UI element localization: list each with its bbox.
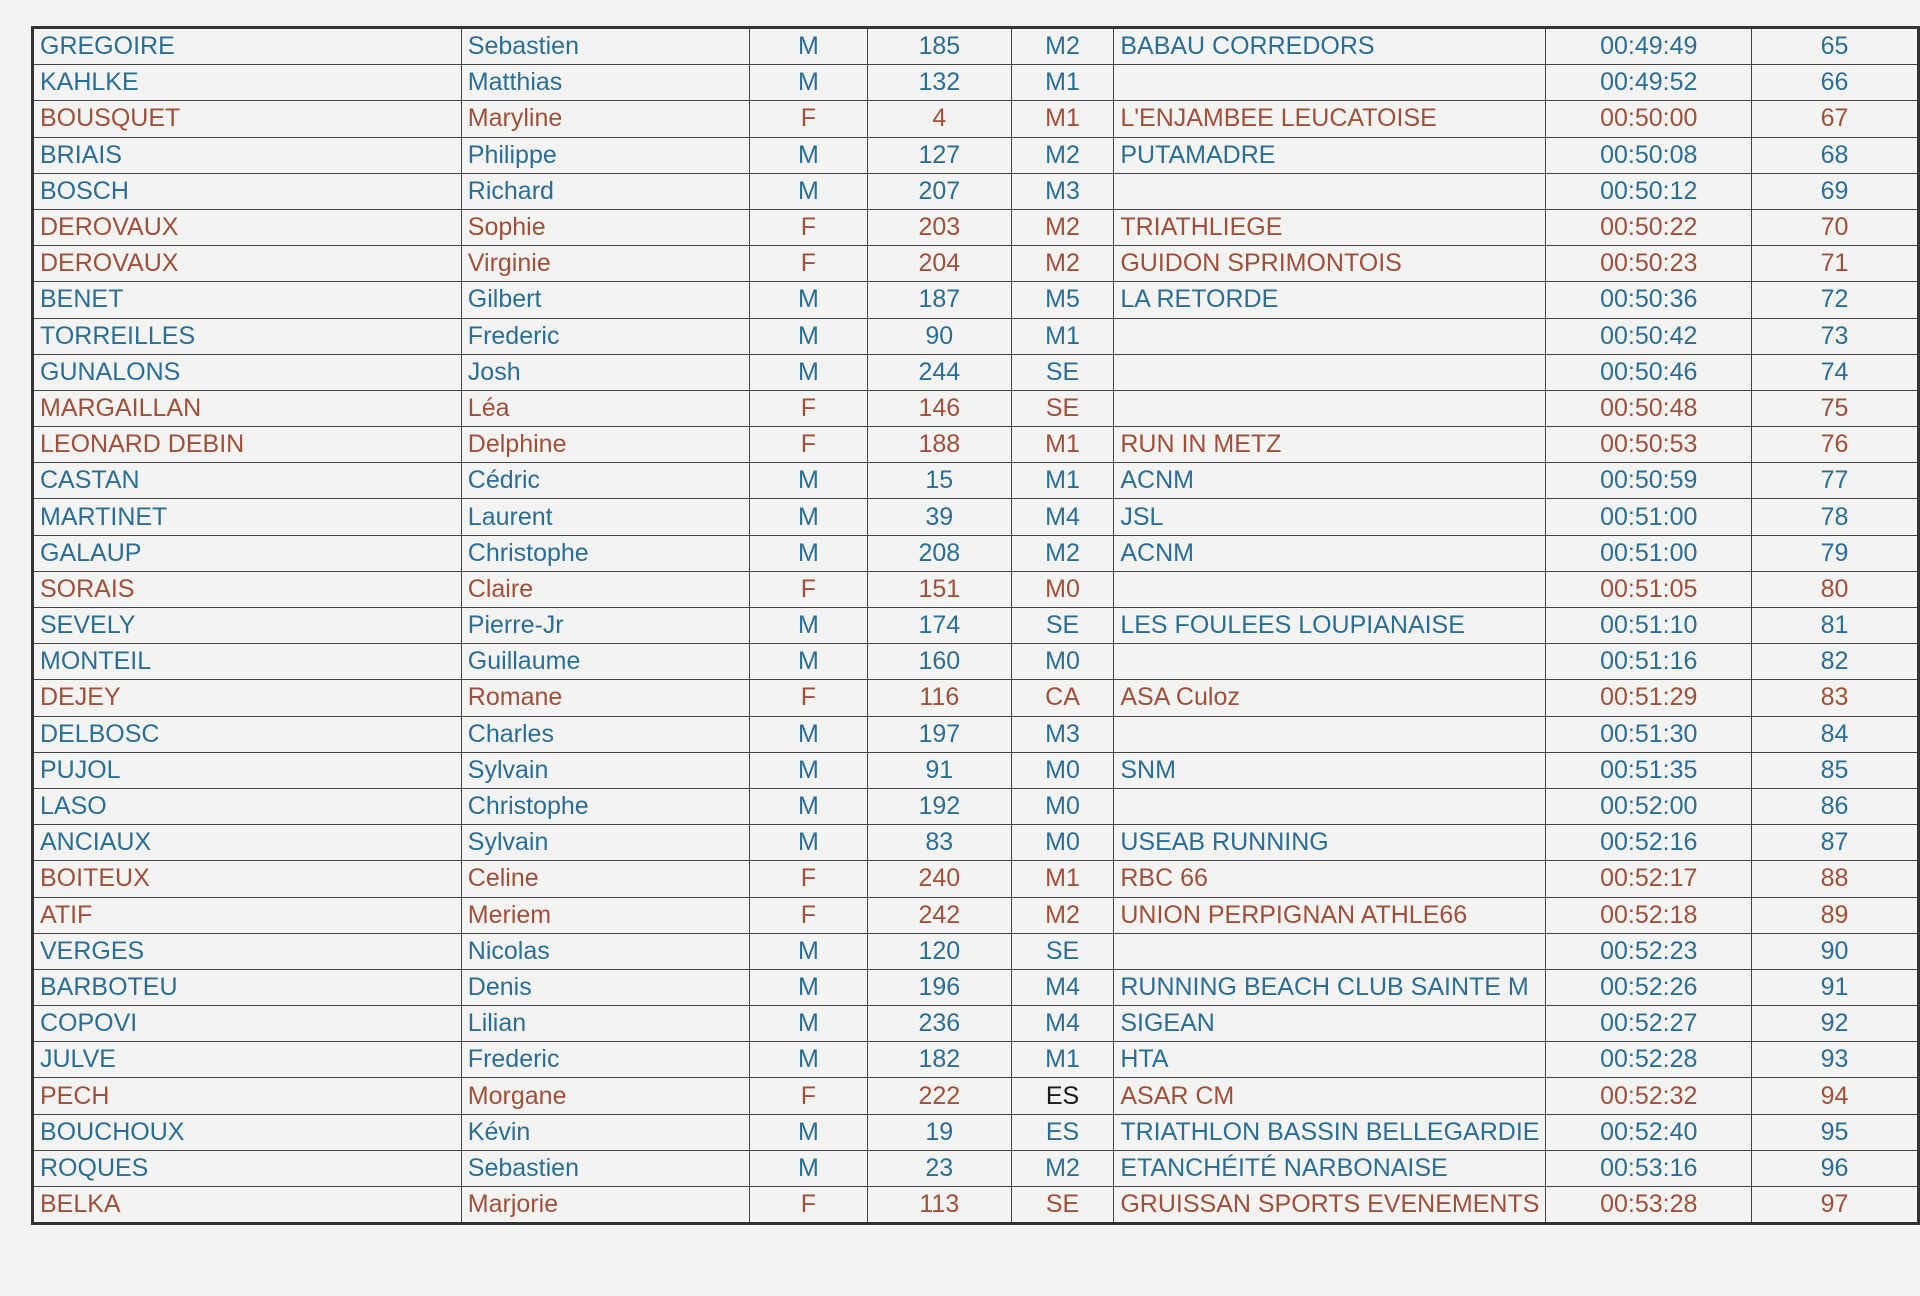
sex-cell: M — [749, 1042, 867, 1078]
category-cell: M4 — [1011, 1006, 1114, 1042]
category-cell: M0 — [1011, 825, 1114, 861]
finish-time-cell: 00:51:30 — [1546, 716, 1752, 752]
table-row — [33, 825, 1919, 861]
rank-cell: 89 — [1752, 897, 1919, 933]
last-name-cell: BELKA — [33, 1187, 462, 1224]
last-name-cell: SEVELY — [33, 608, 462, 644]
first-name-cell: Léa — [461, 390, 749, 426]
rank-cell: 73 — [1752, 318, 1919, 354]
bib-number-cell: 146 — [867, 390, 1011, 426]
category-cell: M5 — [1011, 282, 1114, 318]
sex-cell: M — [749, 788, 867, 824]
last-name-cell: BARBOTEU — [33, 969, 462, 1005]
rank-cell: 91 — [1752, 969, 1919, 1005]
category-cell: M1 — [1011, 318, 1114, 354]
bib-number-cell: 207 — [867, 173, 1011, 209]
rank-cell: 69 — [1752, 173, 1919, 209]
finish-time-cell: 00:52:17 — [1546, 861, 1752, 897]
sex-cell: M — [749, 282, 867, 318]
table-row — [33, 209, 1919, 245]
first-name-cell: Josh — [461, 354, 749, 390]
club-cell — [1114, 173, 1546, 209]
bib-number-cell: 127 — [867, 137, 1011, 173]
sex-cell: M — [749, 318, 867, 354]
category-cell: ES — [1011, 1078, 1114, 1114]
last-name-cell: MARTINET — [33, 499, 462, 535]
club-cell: SIGEAN — [1114, 1006, 1546, 1042]
bib-number-cell: 196 — [867, 969, 1011, 1005]
category-cell: M1 — [1011, 427, 1114, 463]
bib-number-cell: 160 — [867, 644, 1011, 680]
finish-time-cell: 00:50:22 — [1546, 209, 1752, 245]
bib-number-cell: 244 — [867, 354, 1011, 390]
table-row — [33, 173, 1919, 209]
bib-number-cell: 116 — [867, 680, 1011, 716]
finish-time-cell: 00:50:00 — [1546, 101, 1752, 137]
finish-time-cell: 00:52:23 — [1546, 933, 1752, 969]
last-name-cell: CASTAN — [33, 463, 462, 499]
first-name-cell: Delphine — [461, 427, 749, 463]
last-name-cell: BENET — [33, 282, 462, 318]
last-name-cell: VERGES — [33, 933, 462, 969]
finish-time-cell: 00:51:05 — [1546, 571, 1752, 607]
club-cell: ACNM — [1114, 535, 1546, 571]
finish-time-cell: 00:50:08 — [1546, 137, 1752, 173]
category-cell: SE — [1011, 1187, 1114, 1224]
first-name-cell: Sophie — [461, 209, 749, 245]
last-name-cell: ROQUES — [33, 1150, 462, 1186]
last-name-cell: PECH — [33, 1078, 462, 1114]
club-cell — [1114, 318, 1546, 354]
club-cell: TRIATHLIEGE — [1114, 209, 1546, 245]
finish-time-cell: 00:53:16 — [1546, 1150, 1752, 1186]
first-name-cell: Christophe — [461, 535, 749, 571]
table-row — [33, 427, 1919, 463]
sex-cell: F — [749, 209, 867, 245]
table-row — [33, 28, 1919, 65]
sex-cell: F — [749, 571, 867, 607]
rank-cell: 96 — [1752, 1150, 1919, 1186]
rank-cell: 75 — [1752, 390, 1919, 426]
table-row — [33, 716, 1919, 752]
club-cell: JSL — [1114, 499, 1546, 535]
rank-cell: 68 — [1752, 137, 1919, 173]
last-name-cell: MARGAILLAN — [33, 390, 462, 426]
category-cell: M4 — [1011, 499, 1114, 535]
rank-cell: 87 — [1752, 825, 1919, 861]
rank-cell: 83 — [1752, 680, 1919, 716]
sex-cell: M — [749, 969, 867, 1005]
first-name-cell: Lilian — [461, 1006, 749, 1042]
last-name-cell: SORAIS — [33, 571, 462, 607]
club-cell — [1114, 788, 1546, 824]
sex-cell: M — [749, 535, 867, 571]
sex-cell: M — [749, 1006, 867, 1042]
rank-cell: 74 — [1752, 354, 1919, 390]
finish-time-cell: 00:51:16 — [1546, 644, 1752, 680]
club-cell: RUNNING BEACH CLUB SAINTE M — [1114, 969, 1546, 1005]
sex-cell: M — [749, 825, 867, 861]
club-cell: HTA — [1114, 1042, 1546, 1078]
sex-cell: F — [749, 390, 867, 426]
category-cell: M0 — [1011, 788, 1114, 824]
finish-time-cell: 00:51:35 — [1546, 752, 1752, 788]
finish-time-cell: 00:51:00 — [1546, 499, 1752, 535]
last-name-cell: DEROVAUX — [33, 246, 462, 282]
club-cell: PUTAMADRE — [1114, 137, 1546, 173]
table-row — [33, 1042, 1919, 1078]
bib-number-cell: 15 — [867, 463, 1011, 499]
first-name-cell: Guillaume — [461, 644, 749, 680]
category-cell: M2 — [1011, 897, 1114, 933]
club-cell — [1114, 65, 1546, 101]
bib-number-cell: 4 — [867, 101, 1011, 137]
sex-cell: F — [749, 897, 867, 933]
rank-cell: 72 — [1752, 282, 1919, 318]
category-cell: M2 — [1011, 1150, 1114, 1186]
rank-cell: 78 — [1752, 499, 1919, 535]
bib-number-cell: 187 — [867, 282, 1011, 318]
sex-cell: M — [749, 65, 867, 101]
table-row — [33, 246, 1919, 282]
first-name-cell: Denis — [461, 969, 749, 1005]
table-row — [33, 499, 1919, 535]
table-row — [33, 571, 1919, 607]
category-cell: M1 — [1011, 65, 1114, 101]
club-cell: ASAR CM — [1114, 1078, 1546, 1114]
results-table — [31, 26, 1920, 1225]
first-name-cell: Sebastien — [461, 28, 749, 65]
category-cell: SE — [1011, 390, 1114, 426]
table-row — [33, 1114, 1919, 1150]
table-row — [33, 861, 1919, 897]
finish-time-cell: 00:50:23 — [1546, 246, 1752, 282]
category-cell: M1 — [1011, 463, 1114, 499]
table-row — [33, 1078, 1919, 1114]
first-name-cell: Morgane — [461, 1078, 749, 1114]
rank-cell: 76 — [1752, 427, 1919, 463]
sex-cell: F — [749, 246, 867, 282]
category-cell: SE — [1011, 354, 1114, 390]
first-name-cell: Laurent — [461, 499, 749, 535]
first-name-cell: Sylvain — [461, 825, 749, 861]
table-row — [33, 282, 1919, 318]
bib-number-cell: 197 — [867, 716, 1011, 752]
bib-number-cell: 242 — [867, 897, 1011, 933]
rank-cell: 92 — [1752, 1006, 1919, 1042]
first-name-cell: Frederic — [461, 1042, 749, 1078]
table-row — [33, 933, 1919, 969]
bib-number-cell: 91 — [867, 752, 1011, 788]
first-name-cell: Cédric — [461, 463, 749, 499]
rank-cell: 77 — [1752, 463, 1919, 499]
category-cell: M2 — [1011, 535, 1114, 571]
table-row — [33, 1006, 1919, 1042]
bib-number-cell: 192 — [867, 788, 1011, 824]
last-name-cell: BOUSQUET — [33, 101, 462, 137]
bib-number-cell: 120 — [867, 933, 1011, 969]
rank-cell: 82 — [1752, 644, 1919, 680]
sex-cell: M — [749, 499, 867, 535]
last-name-cell: TORREILLES — [33, 318, 462, 354]
finish-time-cell: 00:50:59 — [1546, 463, 1752, 499]
club-cell: RBC 66 — [1114, 861, 1546, 897]
finish-time-cell: 00:52:32 — [1546, 1078, 1752, 1114]
table-row — [33, 101, 1919, 137]
bib-number-cell: 236 — [867, 1006, 1011, 1042]
club-cell — [1114, 571, 1546, 607]
category-cell: M0 — [1011, 752, 1114, 788]
rank-cell: 67 — [1752, 101, 1919, 137]
club-cell: UNION PERPIGNAN ATHLE66 — [1114, 897, 1546, 933]
category-cell: SE — [1011, 933, 1114, 969]
club-cell: BABAU CORREDORS — [1114, 28, 1546, 65]
category-cell: M1 — [1011, 1042, 1114, 1078]
finish-time-cell: 00:52:26 — [1546, 969, 1752, 1005]
first-name-cell: Gilbert — [461, 282, 749, 318]
rank-cell: 86 — [1752, 788, 1919, 824]
club-cell: RUN IN METZ — [1114, 427, 1546, 463]
bib-number-cell: 204 — [867, 246, 1011, 282]
rank-cell: 90 — [1752, 933, 1919, 969]
bib-number-cell: 113 — [867, 1187, 1011, 1224]
bib-number-cell: 222 — [867, 1078, 1011, 1114]
last-name-cell: LEONARD DEBIN — [33, 427, 462, 463]
club-cell: GRUISSAN SPORTS EVENEMENTS — [1114, 1187, 1546, 1224]
sex-cell: F — [749, 680, 867, 716]
rank-cell: 95 — [1752, 1114, 1919, 1150]
first-name-cell: Virginie — [461, 246, 749, 282]
table-row — [33, 535, 1919, 571]
finish-time-cell: 00:51:00 — [1546, 535, 1752, 571]
club-cell: USEAB RUNNING — [1114, 825, 1546, 861]
last-name-cell: DEJEY — [33, 680, 462, 716]
last-name-cell: GREGOIRE — [33, 28, 462, 65]
table-row — [33, 680, 1919, 716]
bib-number-cell: 39 — [867, 499, 1011, 535]
last-name-cell: DELBOSC — [33, 716, 462, 752]
table-row — [33, 608, 1919, 644]
finish-time-cell: 00:51:29 — [1546, 680, 1752, 716]
sex-cell: F — [749, 101, 867, 137]
sex-cell: M — [749, 137, 867, 173]
finish-time-cell: 00:52:28 — [1546, 1042, 1752, 1078]
finish-time-cell: 00:49:52 — [1546, 65, 1752, 101]
rank-cell: 65 — [1752, 28, 1919, 65]
bib-number-cell: 151 — [867, 571, 1011, 607]
finish-time-cell: 00:50:42 — [1546, 318, 1752, 354]
category-cell: M4 — [1011, 969, 1114, 1005]
finish-time-cell: 00:50:48 — [1546, 390, 1752, 426]
category-cell: M3 — [1011, 716, 1114, 752]
first-name-cell: Claire — [461, 571, 749, 607]
first-name-cell: Richard — [461, 173, 749, 209]
first-name-cell: Nicolas — [461, 933, 749, 969]
first-name-cell: Sebastien — [461, 1150, 749, 1186]
table-row — [33, 318, 1919, 354]
sex-cell: F — [749, 861, 867, 897]
first-name-cell: Marjorie — [461, 1187, 749, 1224]
club-cell: TRIATHLON BASSIN BELLEGARDIE — [1114, 1114, 1546, 1150]
category-cell: M1 — [1011, 101, 1114, 137]
club-cell — [1114, 354, 1546, 390]
first-name-cell: Meriem — [461, 897, 749, 933]
club-cell: GUIDON SPRIMONTOIS — [1114, 246, 1546, 282]
sex-cell: F — [749, 1187, 867, 1224]
last-name-cell: JULVE — [33, 1042, 462, 1078]
finish-time-cell: 00:49:49 — [1546, 28, 1752, 65]
rank-cell: 81 — [1752, 608, 1919, 644]
sex-cell: M — [749, 644, 867, 680]
bib-number-cell: 185 — [867, 28, 1011, 65]
rank-cell: 94 — [1752, 1078, 1919, 1114]
first-name-cell: Matthias — [461, 65, 749, 101]
sex-cell: F — [749, 427, 867, 463]
finish-time-cell: 00:52:27 — [1546, 1006, 1752, 1042]
rank-cell: 97 — [1752, 1187, 1919, 1224]
rank-cell: 84 — [1752, 716, 1919, 752]
sex-cell: M — [749, 463, 867, 499]
club-cell — [1114, 644, 1546, 680]
sex-cell: M — [749, 608, 867, 644]
finish-time-cell: 00:53:28 — [1546, 1187, 1752, 1224]
finish-time-cell: 00:52:18 — [1546, 897, 1752, 933]
sex-cell: M — [749, 752, 867, 788]
first-name-cell: Romane — [461, 680, 749, 716]
club-cell: ETANCHÉITÉ NARBONAISE — [1114, 1150, 1546, 1186]
sex-cell: M — [749, 28, 867, 65]
rank-cell: 88 — [1752, 861, 1919, 897]
club-cell — [1114, 390, 1546, 426]
bib-number-cell: 182 — [867, 1042, 1011, 1078]
table-row — [33, 1187, 1919, 1224]
finish-time-cell: 00:50:36 — [1546, 282, 1752, 318]
first-name-cell: Philippe — [461, 137, 749, 173]
sex-cell: F — [749, 1078, 867, 1114]
rank-cell: 85 — [1752, 752, 1919, 788]
last-name-cell: MONTEIL — [33, 644, 462, 680]
finish-time-cell: 00:52:40 — [1546, 1114, 1752, 1150]
bib-number-cell: 90 — [867, 318, 1011, 354]
last-name-cell: LASO — [33, 788, 462, 824]
last-name-cell: BOITEUX — [33, 861, 462, 897]
category-cell: M2 — [1011, 137, 1114, 173]
sex-cell: M — [749, 354, 867, 390]
rank-cell: 79 — [1752, 535, 1919, 571]
bib-number-cell: 19 — [867, 1114, 1011, 1150]
first-name-cell: Frederic — [461, 318, 749, 354]
table-row — [33, 1150, 1919, 1186]
club-cell: LES FOULEES LOUPIANAISE — [1114, 608, 1546, 644]
table-row — [33, 354, 1919, 390]
bib-number-cell: 188 — [867, 427, 1011, 463]
category-cell: M3 — [1011, 173, 1114, 209]
finish-time-cell: 00:52:16 — [1546, 825, 1752, 861]
category-cell: ES — [1011, 1114, 1114, 1150]
table-row — [33, 752, 1919, 788]
finish-time-cell: 00:50:12 — [1546, 173, 1752, 209]
sex-cell: M — [749, 1114, 867, 1150]
rank-cell: 70 — [1752, 209, 1919, 245]
last-name-cell: COPOVI — [33, 1006, 462, 1042]
sex-cell: M — [749, 933, 867, 969]
finish-time-cell: 00:51:10 — [1546, 608, 1752, 644]
club-cell: SNM — [1114, 752, 1546, 788]
last-name-cell: BRIAIS — [33, 137, 462, 173]
rank-cell: 80 — [1752, 571, 1919, 607]
club-cell: L'ENJAMBEE LEUCATOISE — [1114, 101, 1546, 137]
category-cell: M1 — [1011, 861, 1114, 897]
finish-time-cell: 00:52:00 — [1546, 788, 1752, 824]
first-name-cell: Maryline — [461, 101, 749, 137]
first-name-cell: Sylvain — [461, 752, 749, 788]
finish-time-cell: 00:50:46 — [1546, 354, 1752, 390]
table-row — [33, 463, 1919, 499]
rank-cell: 66 — [1752, 65, 1919, 101]
bib-number-cell: 208 — [867, 535, 1011, 571]
last-name-cell: ATIF — [33, 897, 462, 933]
first-name-cell: Kévin — [461, 1114, 749, 1150]
sex-cell: M — [749, 1150, 867, 1186]
first-name-cell: Charles — [461, 716, 749, 752]
last-name-cell: BOUCHOUX — [33, 1114, 462, 1150]
bib-number-cell: 23 — [867, 1150, 1011, 1186]
club-cell — [1114, 933, 1546, 969]
club-cell — [1114, 716, 1546, 752]
first-name-cell: Pierre-Jr — [461, 608, 749, 644]
category-cell: M2 — [1011, 28, 1114, 65]
club-cell: ASA Culoz — [1114, 680, 1546, 716]
table-row — [33, 390, 1919, 426]
last-name-cell: GALAUP — [33, 535, 462, 571]
bib-number-cell: 83 — [867, 825, 1011, 861]
category-cell: CA — [1011, 680, 1114, 716]
table-row — [33, 644, 1919, 680]
table-row — [33, 788, 1919, 824]
sex-cell: M — [749, 716, 867, 752]
rank-cell: 93 — [1752, 1042, 1919, 1078]
category-cell: M0 — [1011, 571, 1114, 607]
club-cell: ACNM — [1114, 463, 1546, 499]
category-cell: SE — [1011, 608, 1114, 644]
category-cell: M2 — [1011, 209, 1114, 245]
finish-time-cell: 00:50:53 — [1546, 427, 1752, 463]
category-cell: M0 — [1011, 644, 1114, 680]
sex-cell: M — [749, 173, 867, 209]
table-row — [33, 897, 1919, 933]
table-row — [33, 137, 1919, 173]
category-cell: M2 — [1011, 246, 1114, 282]
last-name-cell: BOSCH — [33, 173, 462, 209]
last-name-cell: KAHLKE — [33, 65, 462, 101]
bib-number-cell: 132 — [867, 65, 1011, 101]
bib-number-cell: 240 — [867, 861, 1011, 897]
table-row — [33, 969, 1919, 1005]
last-name-cell: ANCIAUX — [33, 825, 462, 861]
bib-number-cell: 174 — [867, 608, 1011, 644]
rank-cell: 71 — [1752, 246, 1919, 282]
last-name-cell: DEROVAUX — [33, 209, 462, 245]
bib-number-cell: 203 — [867, 209, 1011, 245]
first-name-cell: Celine — [461, 861, 749, 897]
table-row — [33, 65, 1919, 101]
last-name-cell: PUJOL — [33, 752, 462, 788]
club-cell: LA RETORDE — [1114, 282, 1546, 318]
last-name-cell: GUNALONS — [33, 354, 462, 390]
first-name-cell: Christophe — [461, 788, 749, 824]
